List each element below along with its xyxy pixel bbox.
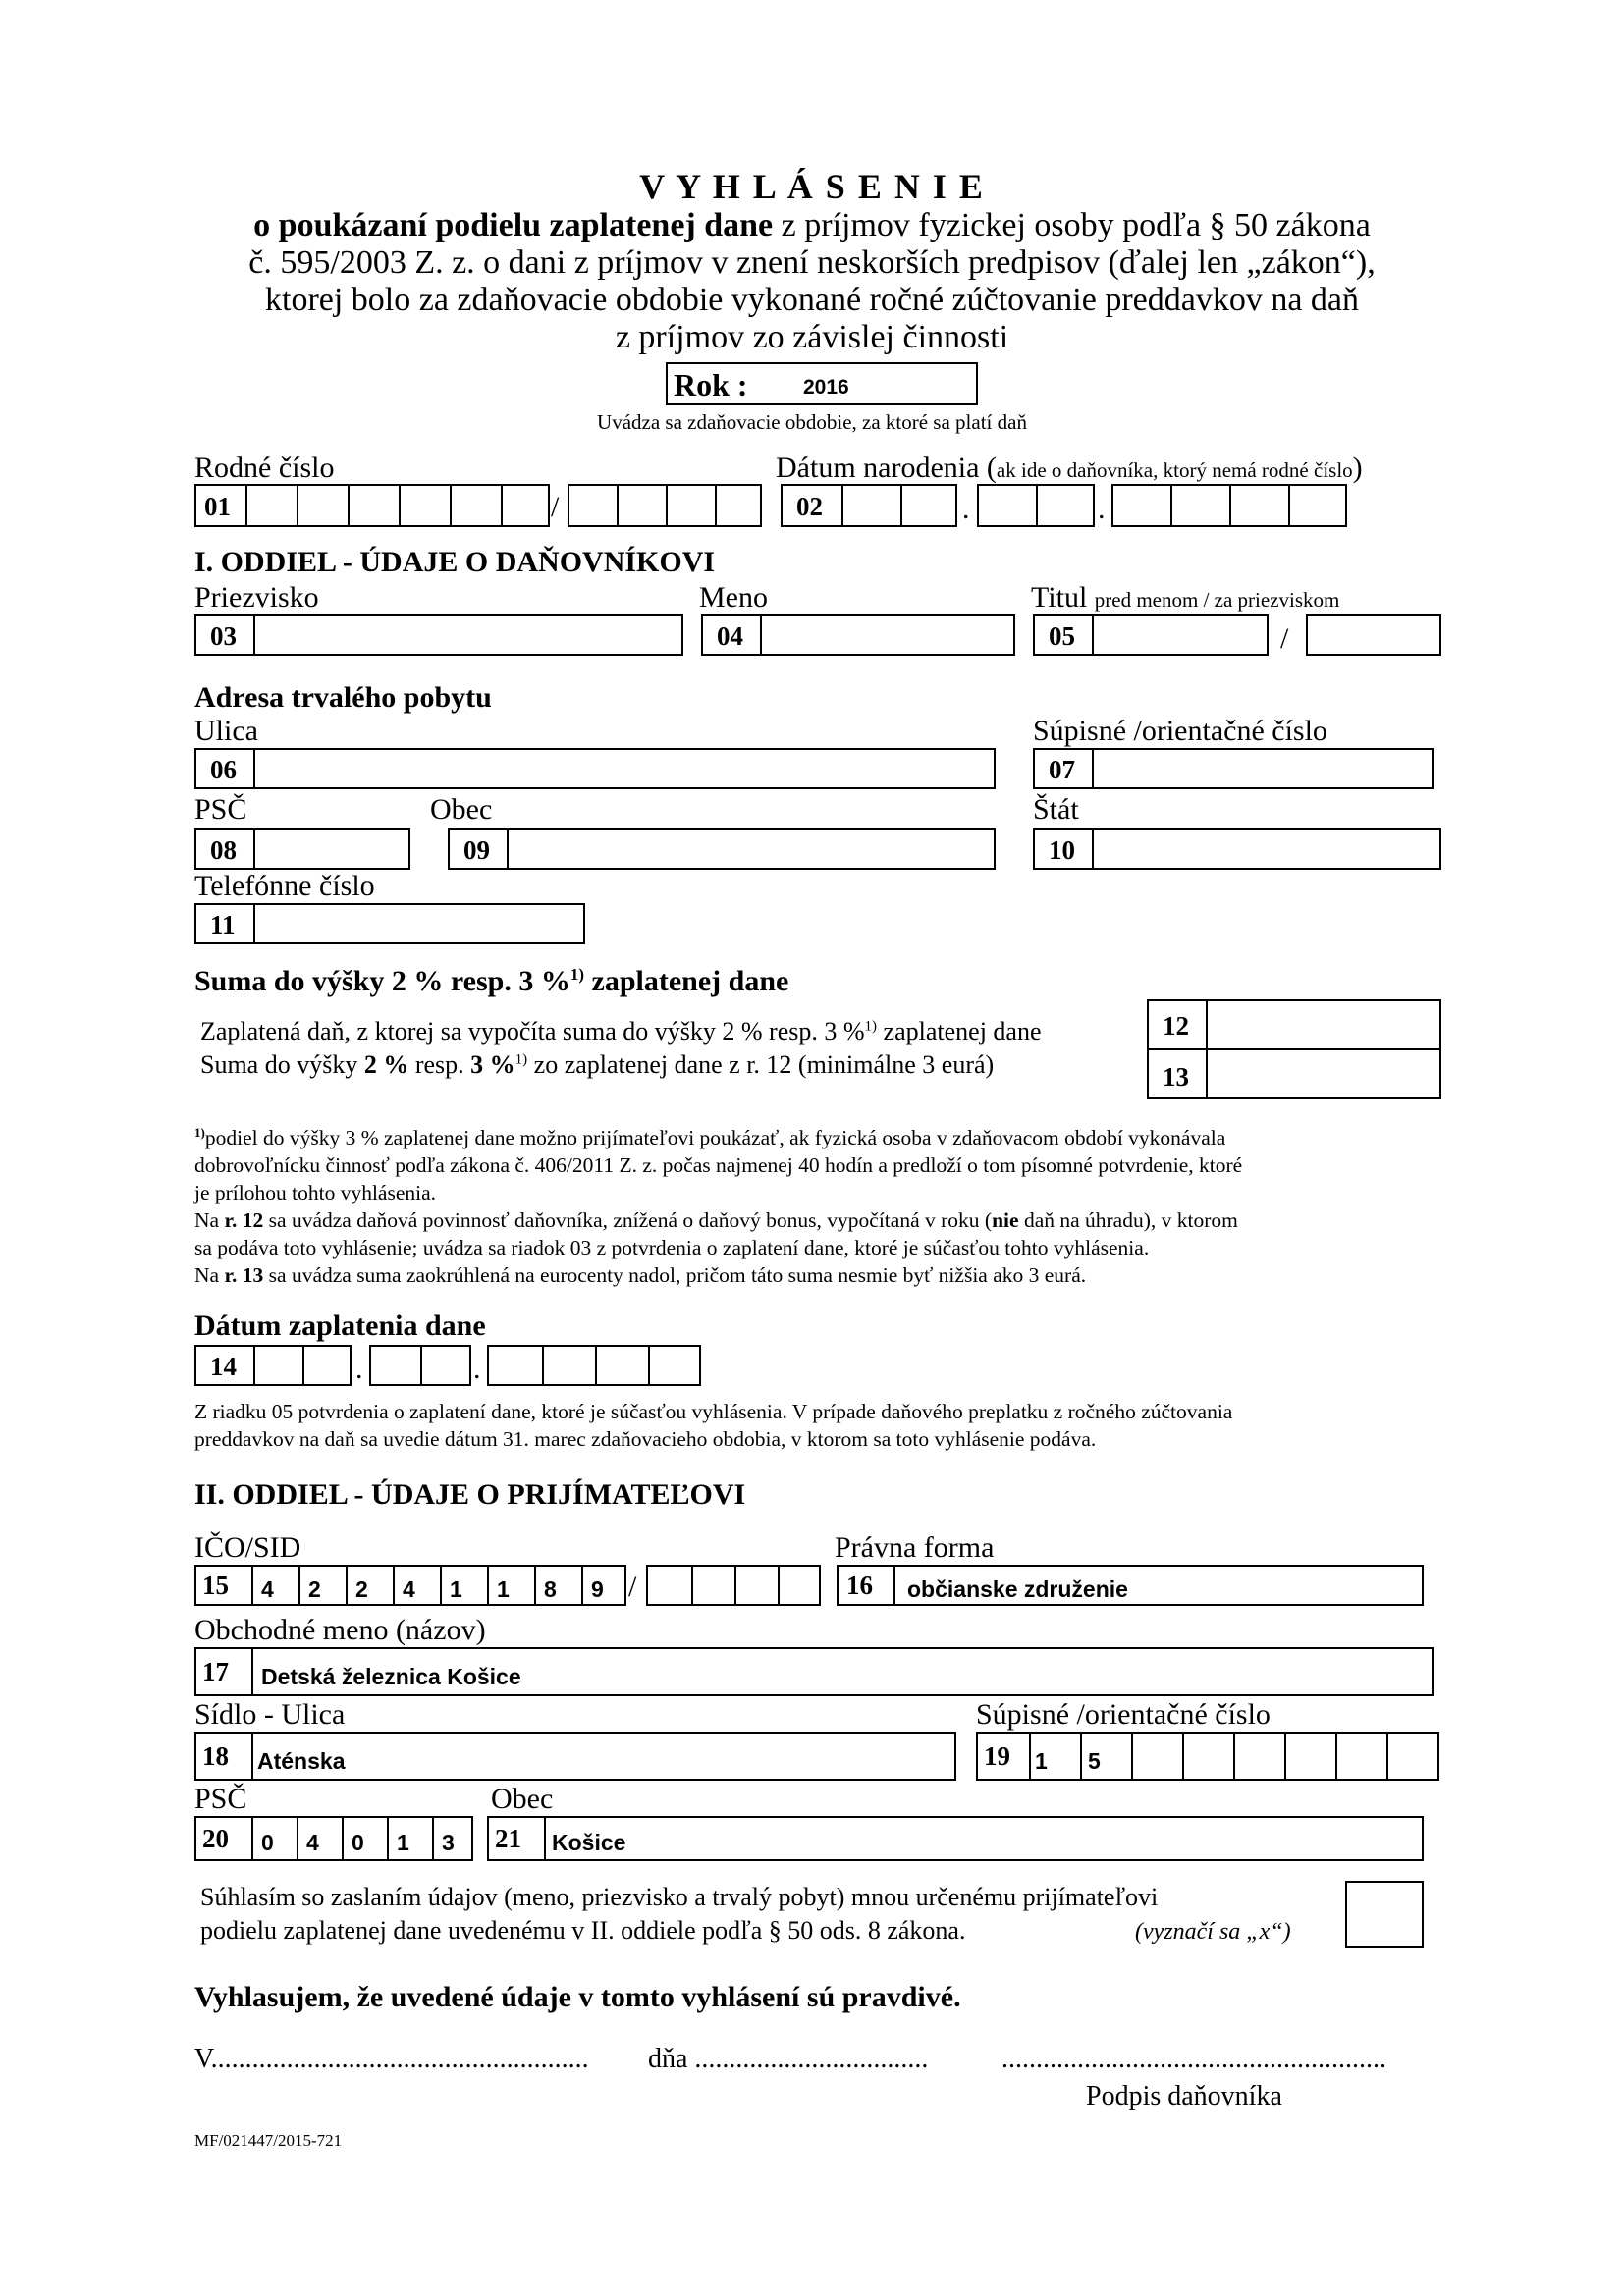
ico-digit: 4	[261, 1576, 274, 1602]
sidlo-ulica-label: Sídlo - Ulica	[194, 1698, 346, 1731]
footer-code: MF/021447/2015-721	[194, 2131, 343, 2150]
supisne-digit: 5	[1088, 1748, 1101, 1774]
field-number-14: 14	[210, 1352, 237, 1381]
subtitle-line1	[0, 209, 1624, 242]
row13-rest: zo zaplatenej dane z r. 12 (minimálne 3 eurá)	[527, 1050, 995, 1079]
titul-text: Titul	[1031, 581, 1088, 614]
ico-digit: 4	[403, 1576, 415, 1602]
rodne-cislo-field-a[interactable]	[194, 484, 550, 527]
datum-narodenia-day[interactable]	[781, 484, 957, 527]
note1-sup: 1)	[194, 1125, 205, 1140]
suma-title	[194, 966, 788, 996]
titul-label	[1031, 583, 1339, 613]
datum-narodenia-label	[776, 454, 1363, 483]
sidlo-supisne-label: Súpisné /orientačné číslo	[976, 1698, 1271, 1731]
suma-row13-field[interactable]	[1147, 1048, 1441, 1099]
ulica-field[interactable]	[194, 748, 996, 789]
note3-line1	[194, 1261, 1441, 1289]
psc-digit: 4	[306, 1830, 319, 1855]
obchodne-meno-label: Obchodné meno (názov)	[194, 1614, 486, 1646]
ico-digit: 8	[544, 1576, 557, 1602]
section1-title: I. ODDIEL - ÚDAJE O DAŇOVNÍKOVI	[194, 546, 716, 578]
row13-c: resp.	[408, 1050, 471, 1079]
note2-c: sa uvádza daňová povinnosť daňovníka, znížená o daňový bonus, vypočítaná v roku (	[263, 1208, 993, 1233]
row13-b: 2 %	[363, 1050, 409, 1079]
note1-line1	[194, 1119, 1441, 1151]
note2-b: r. 12	[224, 1208, 264, 1233]
note2-line1	[194, 1206, 1441, 1234]
consent-line2: podielu zaplatenej dane uvedenému v II. oddiele podľa § 50 ods. 8 zákona.	[200, 1916, 966, 1945]
obec-label: Obec	[430, 793, 493, 826]
psc-field[interactable]	[194, 828, 410, 870]
rodne-cislo-slash: /	[551, 491, 560, 523]
sidlo-obec-field[interactable]	[487, 1816, 1424, 1861]
field-number-04: 04	[717, 621, 743, 651]
note2-a: Na	[194, 1208, 225, 1233]
rok-value: 2016	[803, 376, 849, 399]
datum-dot-1: .	[962, 493, 970, 525]
datum-zaplatenia-dot-1: .	[355, 1353, 363, 1385]
note1-line3: je prílohou tohto vyhlásenia.	[194, 1181, 437, 1205]
note3-b: r. 13	[224, 1263, 264, 1288]
datum-narodenia-month[interactable]	[977, 484, 1095, 527]
field-number-02: 02	[796, 492, 823, 521]
sidlo-ulica-value: Aténska	[257, 1748, 346, 1774]
section2-title: II. ODDIEL - ÚDAJE O PRIJÍMATEĽOVI	[194, 1478, 746, 1511]
field-number-12: 12	[1163, 1011, 1189, 1041]
consent-line1: Súhlasím so zaslaním údajov (meno, priezvisko a trvalý pobyt) mnou určenému prijímateľovi	[200, 1883, 1159, 1911]
datum-note: ak ide o daňovníka, ktorý nemá rodné číslo	[996, 458, 1353, 482]
telefon-field[interactable]	[194, 903, 585, 944]
sidlo-supisne-field[interactable]	[976, 1732, 1439, 1781]
rok-box[interactable]	[666, 362, 978, 405]
suma-title-sup: 1)	[569, 965, 585, 984]
sid-field[interactable]	[646, 1565, 821, 1606]
suma-title-rest: zaplatenej dane	[584, 965, 789, 997]
declaration: Vyhlasujem, že uvedené údaje v tomto vyhlásení sú pravdivé.	[194, 1981, 961, 2013]
field-number-21: 21	[495, 1824, 521, 1853]
note1-line2: dobrovoľnícku činnosť podľa zákona č. 406/2011 Z. z. počas najmenej 40 hodín a predloží o tom písomné potvrdenie, ktoré	[194, 1153, 1243, 1178]
note3-c: sa uvádza suma zaokrúhlená na eurocenty nadol, pričom táto suma nesmie byť nižšia ako 3 eurá.	[263, 1263, 1087, 1288]
sidlo-psc-label: PSČ	[194, 1783, 247, 1815]
ico-field[interactable]	[194, 1565, 626, 1606]
telefon-label: Telefónne číslo	[194, 870, 375, 902]
datum-close: )	[1352, 452, 1363, 484]
psc-digit: 3	[442, 1830, 455, 1855]
ico-digit: 1	[497, 1576, 510, 1602]
notes-block	[194, 1119, 1441, 1289]
pravna-forma-value: občianske združenie	[907, 1576, 1128, 1602]
supisne-digit: 1	[1035, 1748, 1048, 1774]
signature-date[interactable]: dňa ..................................	[648, 2044, 929, 2074]
psc-digit: 0	[352, 1830, 364, 1855]
rok-note: Uvádza sa zdaňovacie obdobie, za ktoré sa platí daň	[597, 410, 1027, 434]
stat-label: Štát	[1033, 793, 1079, 826]
form-title: V Y H L Á S E N I E	[639, 167, 985, 206]
field-number-09: 09	[463, 835, 490, 865]
psc-label: PSČ	[194, 793, 247, 826]
obchodne-meno-value: Detská železnica Košice	[261, 1664, 521, 1689]
titul-note: pred menom / za priezviskom	[1094, 588, 1340, 612]
titul-slash: /	[1280, 622, 1289, 655]
note2-d: nie	[992, 1208, 1019, 1233]
field-number-15: 15	[202, 1571, 229, 1600]
note2-e: daň na úhradu), v ktorom	[1018, 1208, 1238, 1233]
note1-text1: podiel do výšky 3 % zaplatenej dane možno prijímateľovi poukázať, ak fyzická osoba v zdaňovacom období vykonávala	[204, 1126, 1226, 1150]
suma-title-text: Suma do výšky 2 % resp. 3 %	[194, 965, 570, 997]
psc-digit: 1	[397, 1830, 409, 1855]
pravna-forma-field[interactable]	[837, 1565, 1424, 1606]
field-number-08: 08	[210, 835, 237, 865]
datum-zaplatenia-month[interactable]	[369, 1345, 471, 1386]
row12-rest: zaplatenej dane	[877, 1017, 1042, 1045]
datum-zaplatenia-note	[194, 1398, 1441, 1453]
row13-text	[200, 1052, 994, 1078]
note3-a: Na	[194, 1263, 225, 1288]
obec-field[interactable]	[448, 828, 996, 870]
datum-note-line2: preddavkov na daň sa uvedie dátum 31. marec zdaňovacieho obdobia, v ktorom sa toto vyhlásenie podáva.	[194, 1427, 1097, 1451]
subtitle-bold: o poukázaní podielu zaplatenej dane	[253, 207, 774, 243]
titul-za-field[interactable]	[1306, 614, 1441, 656]
subtitle-rest: z príjmov fyzickej osoby podľa § 50 zákona	[773, 207, 1371, 243]
field-number-06: 06	[210, 755, 237, 784]
ulica-label: Ulica	[194, 715, 258, 747]
field-number-19: 19	[984, 1741, 1010, 1771]
priezvisko-label: Priezvisko	[194, 581, 319, 614]
sidlo-obec-value: Košice	[552, 1830, 626, 1855]
datum-note-line1: Z riadku 05 potvrdenia o zaplatení dane, ktoré je súčasťou vyhlásenia. V prípade daňového preplatku z ročného zúčtovania	[194, 1400, 1233, 1423]
pravna-forma-label: Právna forma	[835, 1531, 995, 1564]
titul-pred-field[interactable]	[1033, 614, 1269, 656]
field-number-01: 01	[204, 492, 231, 521]
meno-field[interactable]	[701, 614, 1015, 656]
priezvisko-field[interactable]	[194, 614, 683, 656]
datum-narodenia-year[interactable]	[1111, 484, 1347, 527]
field-number-20: 20	[202, 1824, 229, 1853]
ico-slash: /	[628, 1571, 637, 1603]
rok-label: Rok :	[674, 367, 748, 402]
obchodne-meno-field[interactable]	[194, 1647, 1434, 1696]
signature-label: Podpis daňovníka	[1086, 2081, 1282, 2111]
row13-d: 3 %	[470, 1050, 515, 1079]
sidlo-psc-field[interactable]	[194, 1816, 473, 1861]
field-number-05: 05	[1049, 621, 1075, 651]
stat-field[interactable]	[1033, 828, 1441, 870]
signature-line[interactable]: ........................................................	[1001, 2044, 1386, 2074]
meno-label: Meno	[699, 581, 768, 614]
rodne-cislo-field-b[interactable]	[568, 484, 762, 527]
sidlo-obec-label: Obec	[491, 1783, 554, 1815]
suma-row12-field[interactable]	[1147, 999, 1441, 1050]
field-number-11: 11	[210, 910, 236, 939]
subtitle-line2: č. 595/2003 Z. z. o dani z príjmov v znení neskorších predpisov (ďalej len „zákon“),	[248, 244, 1376, 281]
datum-zaplatenia-title: Dátum zaplatenia dane	[194, 1309, 486, 1342]
signature-place[interactable]: V.......................................................	[194, 2044, 589, 2074]
row12-main: Zaplatená daň, z ktorej sa vypočíta suma do výšky 2 % resp. 3 %	[200, 1017, 865, 1045]
datum-zaplatenia-year[interactable]	[487, 1345, 701, 1386]
subtitle-line4: z príjmov zo závislej činnosti	[615, 319, 1009, 355]
field-number-13: 13	[1163, 1062, 1189, 1092]
consent-mark-note: (vyznačí sa „x“)	[1135, 1919, 1291, 1945]
row12-text	[200, 1019, 1042, 1044]
datum-zaplatenia-dot-2: .	[473, 1353, 481, 1385]
field-number-17: 17	[202, 1657, 229, 1686]
psc-digit: 0	[261, 1830, 274, 1855]
field-number-10: 10	[1049, 835, 1075, 865]
row13-a: Suma do výšky	[200, 1050, 364, 1079]
ico-label: IČO/SID	[194, 1531, 301, 1564]
field-number-16: 16	[846, 1571, 873, 1600]
supisne-label: Súpisné /orientačné číslo	[1033, 715, 1327, 747]
rodne-cislo-label: Rodné číslo	[194, 452, 335, 484]
ico-digit: 1	[450, 1576, 462, 1602]
datum-label: Dátum narodenia (	[776, 452, 997, 484]
sidlo-ulica-field[interactable]	[194, 1732, 956, 1781]
supisne-field[interactable]	[1033, 748, 1434, 789]
datum-zaplatenia-day[interactable]	[194, 1345, 352, 1386]
field-number-18: 18	[202, 1741, 229, 1771]
ico-digit: 2	[308, 1576, 321, 1602]
field-number-03: 03	[210, 621, 237, 651]
field-number-07: 07	[1049, 755, 1075, 784]
ico-digit: 9	[591, 1576, 604, 1602]
row12-sup: 1)	[864, 1018, 878, 1035]
subtitle-line3: ktorej bolo za zdaňovacie obdobie vykonané ročné zúčtovanie preddavkov na daň	[265, 282, 1359, 318]
datum-dot-2: .	[1098, 493, 1106, 525]
adresa-title: Adresa trvalého pobytu	[194, 681, 492, 714]
consent-checkbox[interactable]	[1345, 1881, 1424, 1948]
row13-sup: 1)	[514, 1051, 528, 1068]
ico-digit: 2	[355, 1576, 368, 1602]
note2-line2: sa podáva toto vyhlásenie; uvádza sa riadok 03 z potvrdenia o zaplatení dane, ktoré je súčasťou tohto vyhlásenia.	[194, 1236, 1150, 1260]
